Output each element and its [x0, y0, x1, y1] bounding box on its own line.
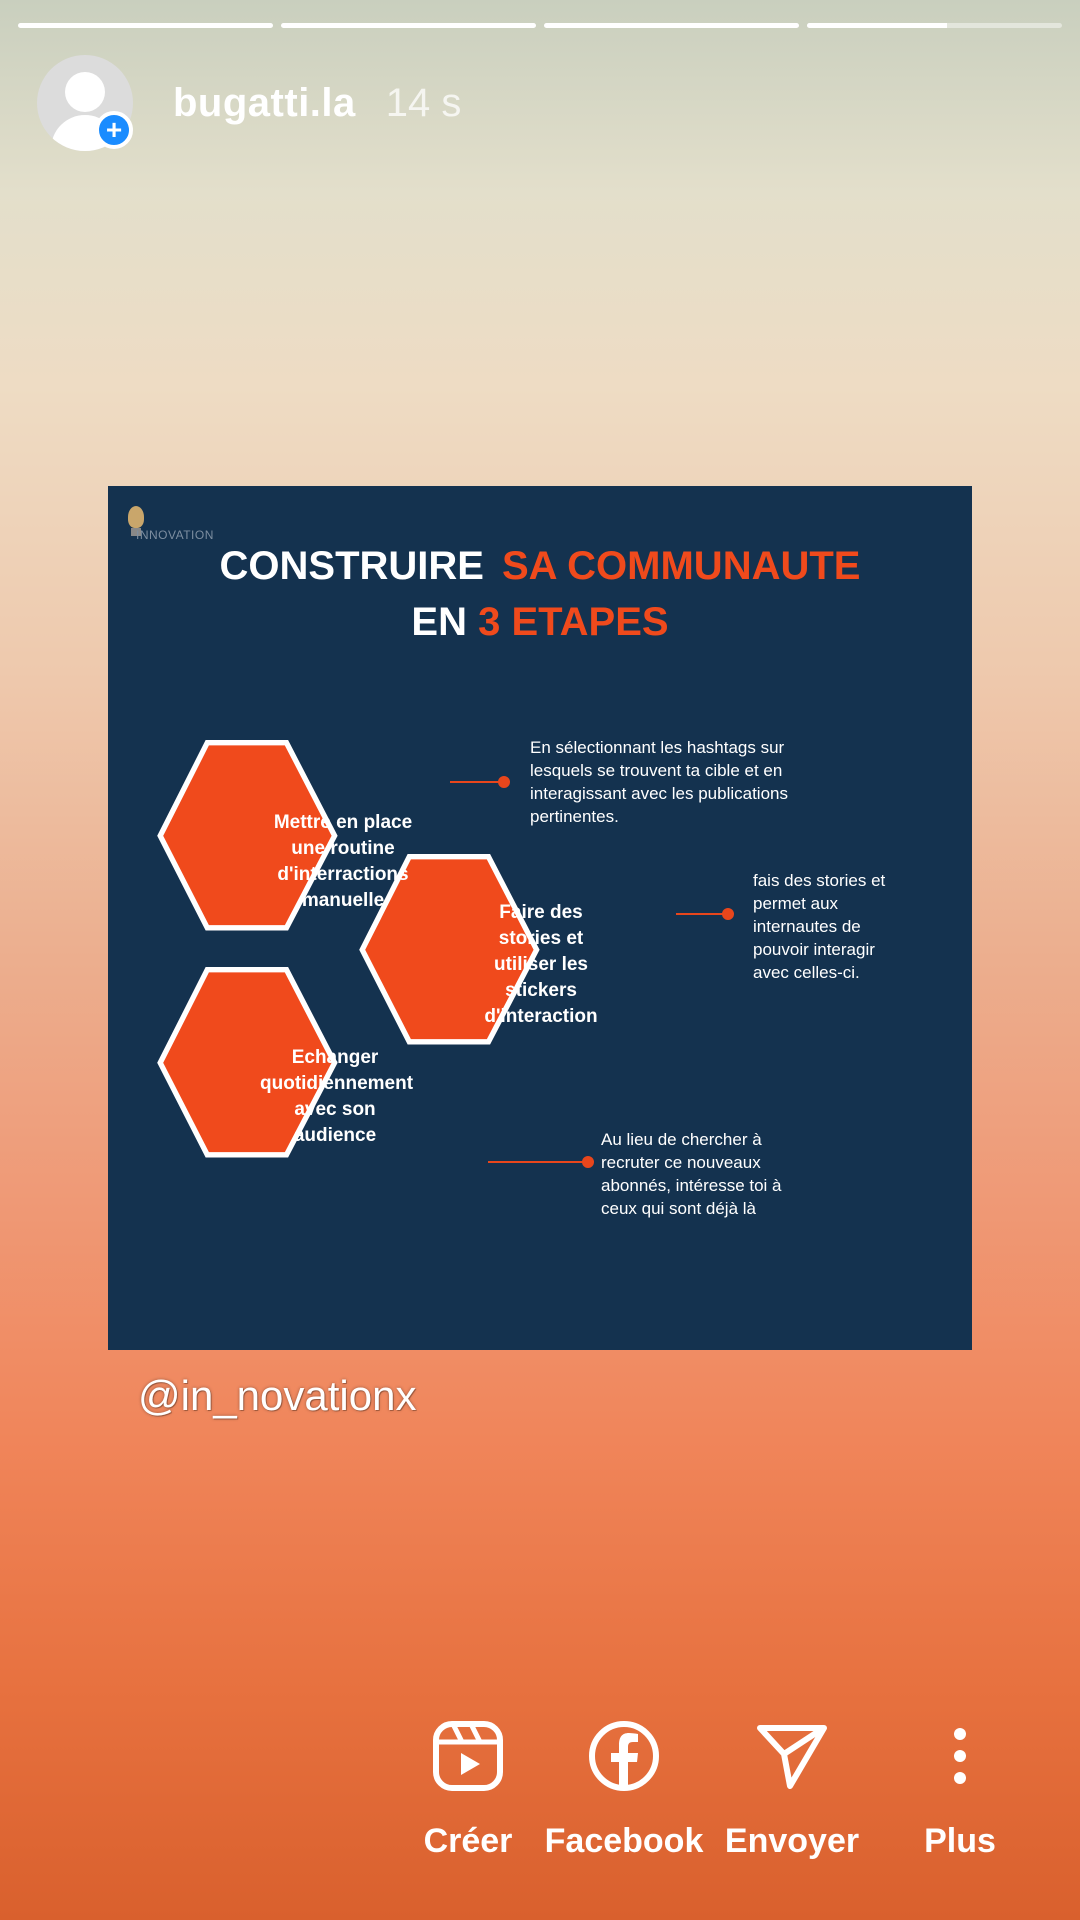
progress-segment	[281, 23, 536, 28]
story-timestamp: 14 s	[385, 80, 462, 125]
create-button[interactable]	[383, 1716, 553, 1861]
title-part-accent: SA COMMUNAUTE	[501, 544, 861, 588]
add-story-icon[interactable]: +	[95, 111, 133, 149]
send-label: Envoyer	[724, 1822, 860, 1860]
step-3-description: Au lieu de chercher à recruter ce nouveaux abonnés, intéresse toi à ceux qui sont déjà là	[601, 1130, 782, 1218]
title-part-accent: 3 ETAPES	[478, 600, 669, 644]
step-1-text: Mettre en place une routine d'interractions manuelle	[273, 812, 413, 911]
more-label: Plus	[924, 1822, 996, 1860]
more-vertical-icon	[920, 1716, 1000, 1796]
progress-segment	[544, 23, 799, 28]
more-button[interactable]	[875, 1716, 1045, 1861]
username[interactable]: bugatti.la	[173, 80, 356, 125]
create-label: Créer	[423, 1822, 513, 1860]
progress-segment	[18, 23, 273, 28]
progress-segment	[807, 23, 1062, 28]
story-image	[108, 486, 972, 1350]
reels-icon	[428, 1716, 508, 1796]
innovation-logo: INNOVATION	[122, 504, 212, 554]
mention-sticker[interactable]: @in_novationx	[138, 1372, 417, 1419]
story-progress	[18, 23, 1062, 28]
title-part: EN	[411, 600, 467, 644]
story-header	[37, 55, 461, 151]
story-actions	[0, 1716, 1080, 1886]
send-button[interactable]	[707, 1716, 877, 1861]
step-3-text: Echanger quotidiennement avec son audience	[260, 1047, 414, 1146]
step-1-description: En sélectionnant les hashtags sur lesquels se trouvent ta cible et en interagissant avec les publications pertinentes.	[530, 738, 788, 826]
facebook-button[interactable]	[539, 1716, 709, 1861]
facebook-icon	[584, 1716, 664, 1796]
avatar[interactable]	[37, 55, 133, 151]
step-2-description: fais des stories et permet aux internautes de pouvoir interagir avec celles-ci.	[753, 871, 886, 982]
step-2-text: Faire des stories et utiliser les stickers d'interaction	[484, 902, 598, 1027]
send-icon	[752, 1716, 832, 1796]
title-part: CONSTRUIRE	[219, 544, 484, 588]
facebook-label: Facebook	[544, 1822, 704, 1860]
